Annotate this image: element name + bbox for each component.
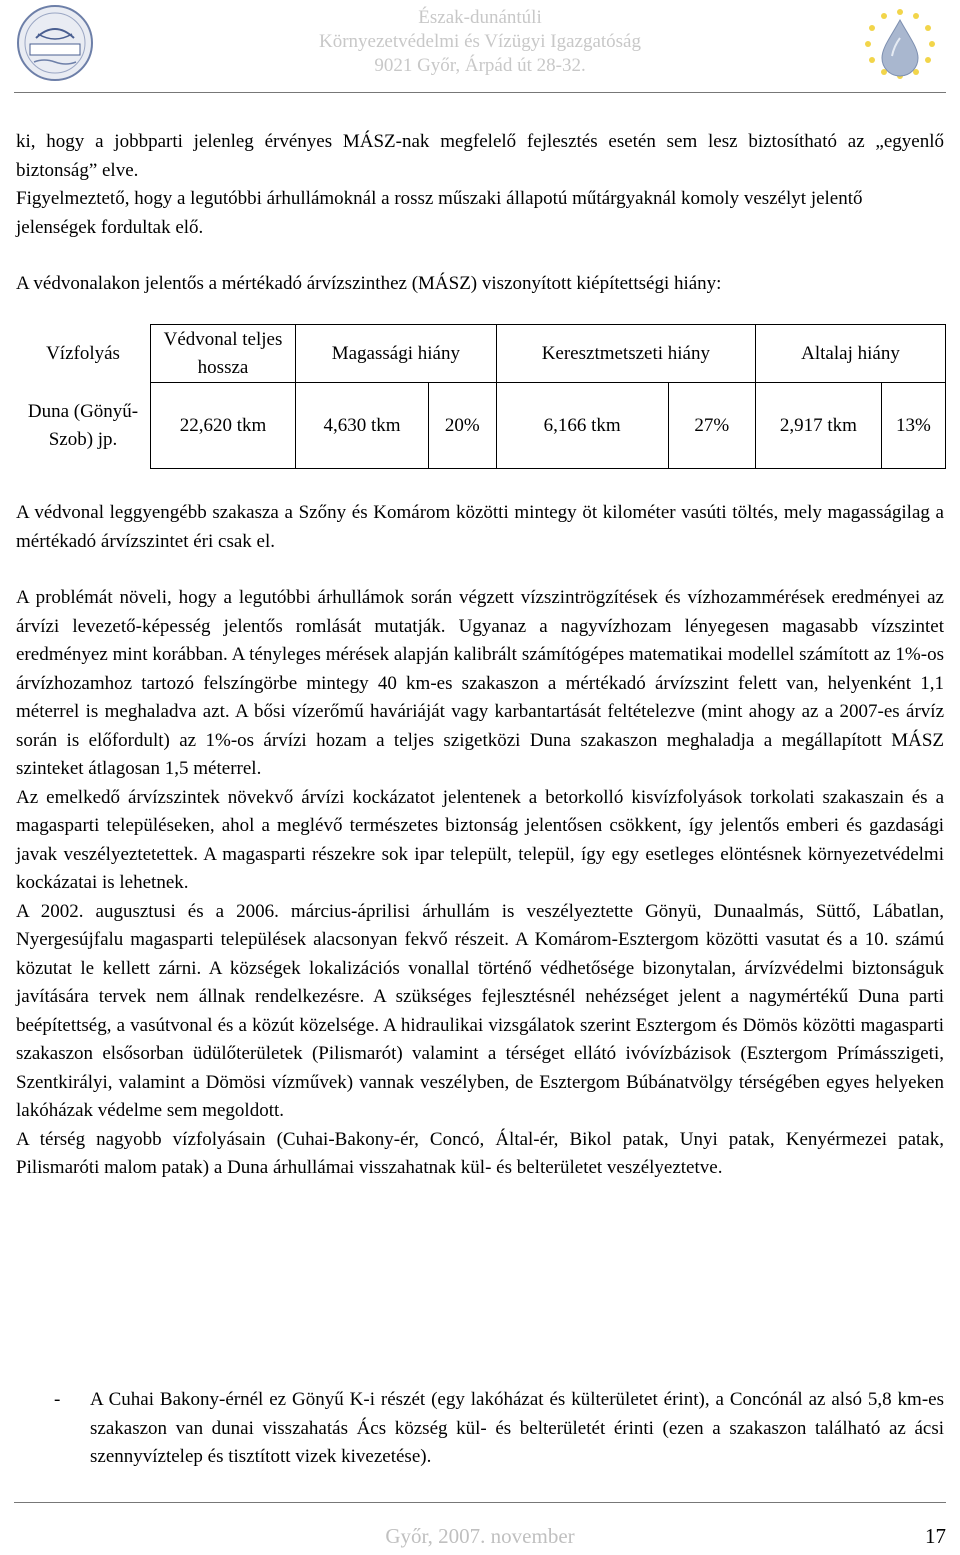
cell-length: 22,620 tkm xyxy=(151,383,296,469)
organization-name xyxy=(0,6,960,78)
body-text-top xyxy=(16,128,944,299)
org-line-1: Észak-dunántúli xyxy=(418,7,542,28)
paragraph-5: A problémát növeli, hogy a legutóbbi árhullámok során végzett vízszintrögzítések és vízhozammérések eredményei az árvízi levezető-képesség jelentős romlását mutatják. Ugyanaz a nagyvízhozam lényegesen magasabb vízszintet eredményez mint korábban. A tényleges mérések alapján kalibrált számítógépes matematikai modellel számított az 1%-os árvízhozamhoz tartozó felszíngörbe mintegy 40 km-es szakaszon a mértékadó árvízszint felett van, helyenként 1,1 méterrel is meghaladva azt. A bősi vízerőmű haváriáját vagy karbantartását feltételezve (mint ahogy az a 2007-es árvíz során is előfordult) az 1%-os árvízi hozam a teljes szigetközi Duna szakaszon meghaladja a megállapított MÁSZ szinteket átlagosan 1,5 méterrel. xyxy=(16,587,944,779)
footer-divider xyxy=(14,1502,946,1503)
cell-subsoil-pct: 13% xyxy=(881,383,945,469)
table-row xyxy=(16,383,946,469)
bullet-item xyxy=(16,1386,944,1472)
paragraph-1: ki, hogy a jobbparti jelenleg érvényes MÁSZ-nak megfelelő fejlesztés esetén sem lesz biztosítható az „egyenlő biztonság” elve. xyxy=(16,131,944,181)
header-vedvonal: Védvonal teljes hossza xyxy=(151,325,296,383)
deficit-table xyxy=(16,324,946,469)
paragraph-4: A védvonal leggyengébb szakasza a Szőny és Komárom közötti mintegy öt kilométer vasúti töltés, mely magasságilag a mértékadó árvízszintet éri csak el. xyxy=(16,502,944,552)
cell-cross-pct: 27% xyxy=(668,383,756,469)
eu-stars-water-drop-logo xyxy=(858,6,942,86)
org-line-2: Környezetvédelmi és Vízügyi Igazgatóság xyxy=(318,31,641,52)
paragraph-7: A 2002. augusztusi és a 2006. március-áprilisi árhullám is veszélyeztette Gönyü, Dunaalmás, Süttő, Lábatlan, Nyergesújfalu magasparti települések alacsonyan fekvő részeit. A Komárom-Esztergom közötti vasutat és a 10. számú közutat le kellett zárni. A községek lokalizációs vonallal történő védhetősége bizonytalan, árvízvédelmi biztonságuk javítására tervek nem állnak rendelkezésre. A szükséges fejlesztésnél nehézséget jelent a nagymértékű Duna parti beépítettség, a vasútvonal és a közút közelsége. A hidraulikai vizsgálatok szerint Esztergom és Dömös közötti magasparti szakaszon elsősorban üdülőterületek (Pilismarót) valamint a térséget ellátó ivóvízbázisok (Esztergom Prímásszigeti, Szentkirályi, valamint a Dömösi vízművek) vannak veszélyben, de Esztergom Búbánatvölgy térségében egyes helyeken lakóházak védelme sem megoldott. xyxy=(16,900,944,1121)
paragraph-2: Figyelmeztető, hogy a legutóbbi árhullámoknál a rossz műszaki állapotú műtárgyaknál komoly veszélyt jelentő jelenségek fordultak elő. xyxy=(16,188,863,238)
bullet-dash: - xyxy=(54,1389,61,1410)
header-divider xyxy=(14,92,946,93)
header-keresztmetszeti: Keresztmetszeti hiány xyxy=(496,325,755,383)
header-magassagi: Magassági hiány xyxy=(296,325,497,383)
cell-vizfolyas-name: Duna (Gönyű-Szob) jp. xyxy=(27,400,139,450)
paragraph-3: A védvonalakon jelentős a mértékadó árvízszinthez (MÁSZ) viszonyított kiépítettségi hiány: xyxy=(16,273,722,294)
paragraph-6: Az emelkedő árvízszintek növekvő árvízi kockázatot jelentenek a betorkolló kisvízfolyások torkolati szakaszain és a magasparti településeken, ahol a meglévő természetes biztonság jelentősen csökkent, így jelentős emberi és gazdasági javak veszélyeztetettek. A magasparti részekre sok ipar települt, települ, így egy esetleges elöntésnek környezetvédelmi kockázatai is lehetnek. xyxy=(16,786,944,893)
page-header xyxy=(0,0,960,92)
footer-place-date: Győr, 2007. november xyxy=(385,1524,575,1548)
table-header-row xyxy=(16,325,946,383)
header-altalaj: Altalaj hiány xyxy=(756,325,946,383)
page-number: 17 xyxy=(925,1524,946,1548)
header-vizfolyas: Vízfolyás xyxy=(46,342,120,364)
body-text-main xyxy=(16,499,944,1183)
cell-cross-tkm: 6,166 tkm xyxy=(496,383,668,469)
org-line-3: 9021 Győr, Árpád út 28-32. xyxy=(374,55,586,76)
bullet-text: A Cuhai Bakony-érnél ez Gönyű K-i részét (egy lakóházat és külterületet érint), a Concónál az alsó 5,8 km-es szakaszon van dunai visszahatás Ács község kül- és belterületét érinti (ezen a szakaszon található az ácsi szennyvíztelep és tisztított vizek kivezetése). xyxy=(90,1389,944,1467)
cell-height-tkm: 4,630 tkm xyxy=(296,383,429,469)
cell-height-pct: 20% xyxy=(428,383,496,469)
cell-subsoil-tkm: 2,917 tkm xyxy=(756,383,882,469)
paragraph-8: A térség nagyobb vízfolyásain (Cuhai-Bakony-ér, Concó, Által-ér, Bikol patak, Unyi patak, Kenyérmezei patak, Pilismaróti malom patak) a Duna árhullámai visszahatnak kül- és belterületet veszélyeztetve. xyxy=(16,1128,944,1178)
